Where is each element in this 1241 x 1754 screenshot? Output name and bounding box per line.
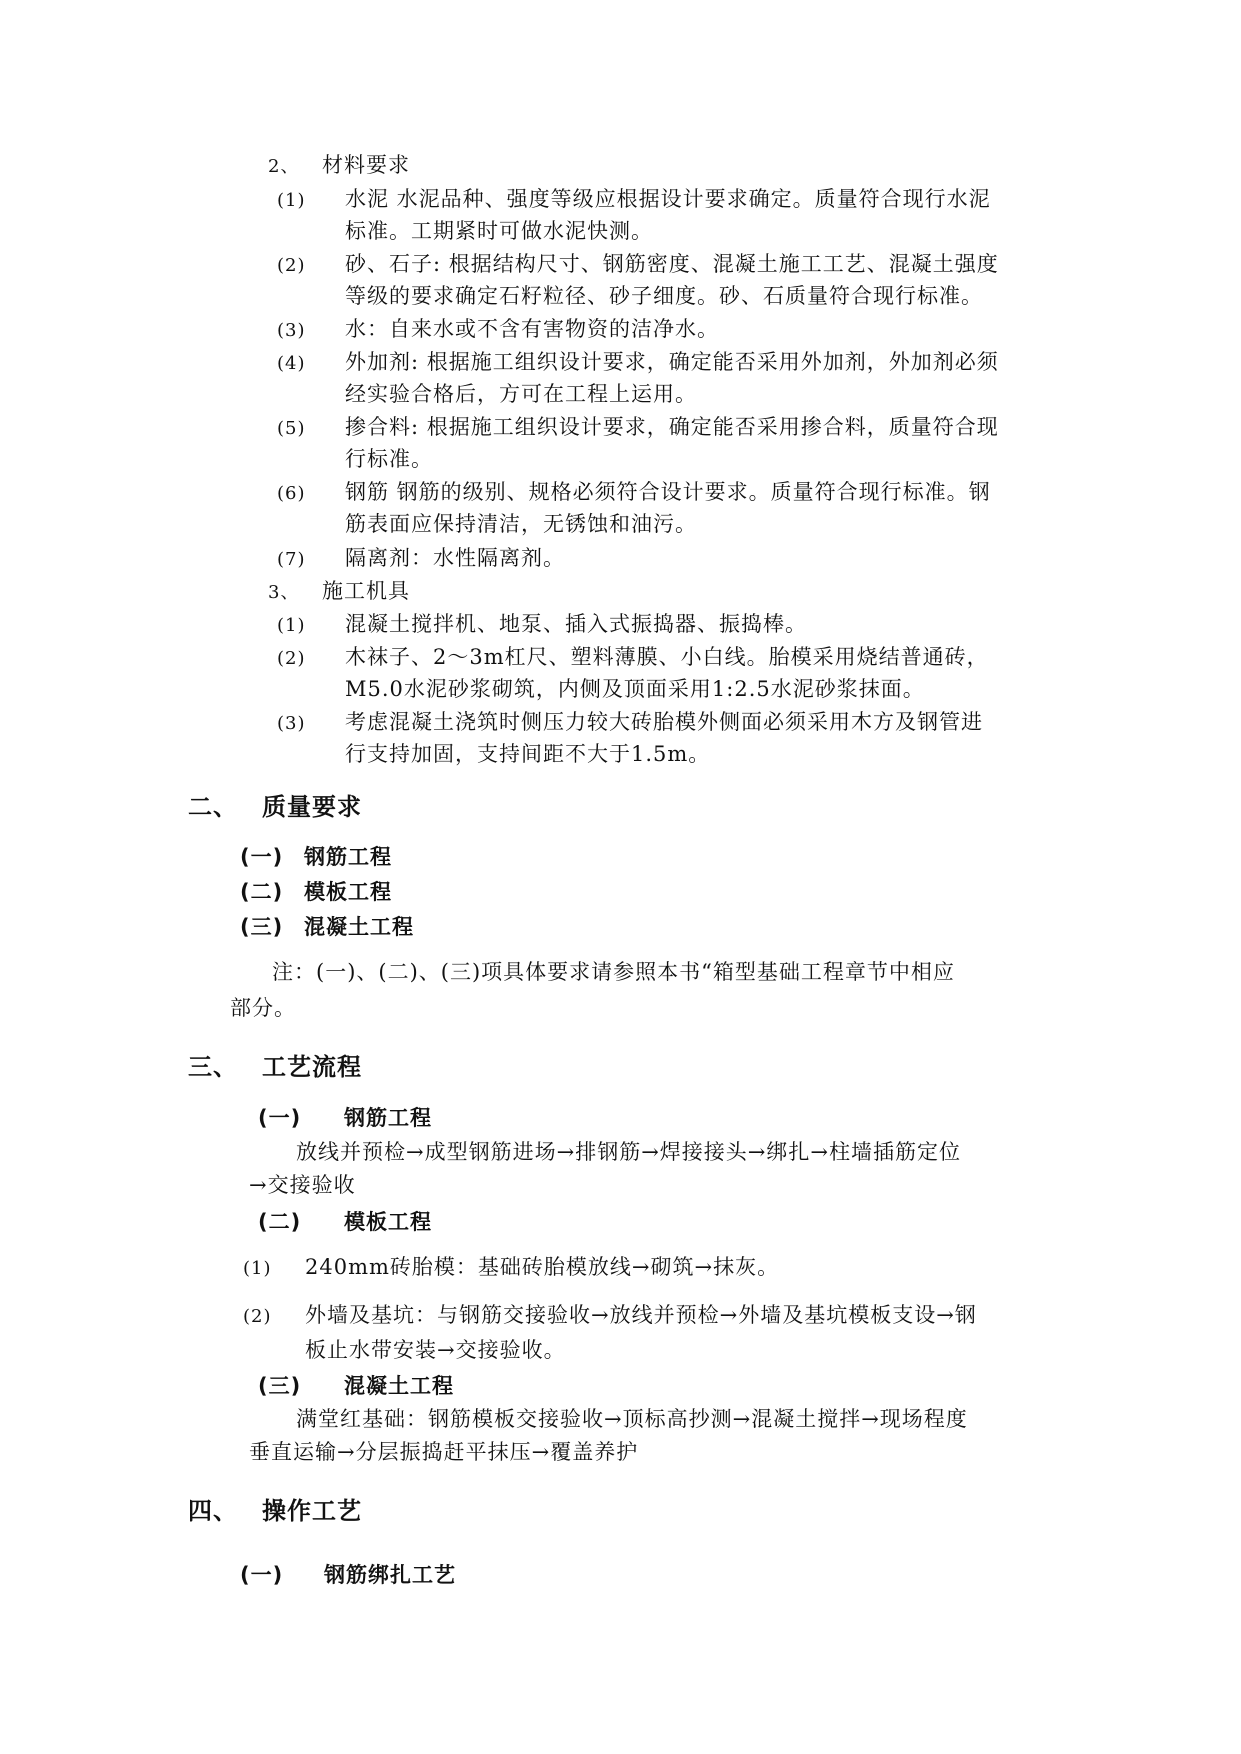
process-concrete-label: 混凝土工程 <box>344 1374 454 1398</box>
materials-item-3-num: (3) <box>277 320 306 341</box>
process-formwork-item-2-line-1: 外墙及基坑：与钢筋交接验收→放线并预检→外墙及基坑模板支设→钢 <box>305 1303 977 1327</box>
quality-note-line-2: 部分。 <box>230 996 296 1020</box>
materials-item-6-line-1: 钢筋 钢筋的级别、规格必须符合设计要求。质量符合现行标准。钢 <box>345 480 991 504</box>
process-formwork-num: (二) <box>258 1210 302 1234</box>
materials-item-5-line-1: 掺合料: 根据施工组织设计要求，确定能否采用掺合料，质量符合现 <box>345 415 999 439</box>
process-concrete-line-1: 满堂红基础：钢筋模板交接验收→顶标高抄测→混凝土搅拌→现场程度 <box>296 1407 968 1431</box>
quality-sub-2-num: (二) <box>240 880 284 904</box>
materials-item-1-num: (1) <box>277 190 306 211</box>
operation-sub-label: 钢筋绑扎工艺 <box>324 1563 456 1587</box>
materials-item-4-num: (4) <box>277 353 306 374</box>
materials-item-7-line-1: 隔离剂：水性隔离剂。 <box>345 546 565 570</box>
process-formwork-item-1-line-1: 240mm砖胎模：基础砖胎模放线→砌筑→抹灰。 <box>305 1255 780 1279</box>
tools-item-2-num: (2) <box>277 648 306 669</box>
process-rebar-label: 钢筋工程 <box>344 1106 432 1130</box>
quality-sub-2-label: 模板工程 <box>304 880 392 904</box>
materials-item-7-num: (7) <box>277 549 306 570</box>
materials-item-4-line-2: 经实验合格后，方可在工程上运用。 <box>345 382 697 406</box>
quality-sub-1-label: 钢筋工程 <box>304 845 392 869</box>
tools-item-3-line-2: 行支持加固，支持间距不大于1.5m。 <box>345 742 711 766</box>
materials-heading-label: 材料要求 <box>322 153 410 177</box>
quality-sub-3-label: 混凝土工程 <box>304 915 414 939</box>
materials-item-2-line-1: 砂、石子: 根据结构尺寸、钢筋密度、混凝土施工工艺、混凝土强度 <box>345 252 999 276</box>
materials-item-1-line-2: 标准。工期紧时可做水泥快测。 <box>345 219 653 243</box>
tools-item-2-line-2: M5.0水泥砂浆砌筑，内侧及顶面采用1:2.5水泥砂浆抹面。 <box>345 677 925 701</box>
process-formwork-item-2-num: (2) <box>243 1306 272 1327</box>
materials-item-6-line-2: 筋表面应保持清洁，无锈蚀和油污。 <box>345 512 697 536</box>
materials-item-5-num: (5) <box>277 418 306 439</box>
quality-section-num: 二、 <box>188 793 238 821</box>
materials-item-2-num: (2) <box>277 255 306 276</box>
quality-sub-3-num: (三) <box>240 915 284 939</box>
process-section-title: 工艺流程 <box>262 1053 362 1081</box>
materials-heading-num: 2、 <box>268 156 300 177</box>
process-section-num: 三、 <box>188 1053 238 1081</box>
operation-sub-num: (一) <box>240 1563 284 1587</box>
materials-item-5-line-2: 行标准。 <box>345 447 433 471</box>
process-formwork-item-1-num: (1) <box>243 1258 272 1279</box>
quality-section-title: 质量要求 <box>262 793 362 821</box>
tools-item-3-num: (3) <box>277 713 306 734</box>
process-concrete-line-2: 垂直运输→分层振捣赶平抹压→覆盖养护 <box>249 1440 639 1464</box>
tools-item-1-num: (1) <box>277 615 306 636</box>
tools-heading-num: 3、 <box>268 582 300 603</box>
tools-item-1-line-1: 混凝土搅拌机、地泵、插入式振捣器、振捣棒。 <box>345 612 807 636</box>
process-formwork-item-2-line-2: 板止水带安装→交接验收。 <box>305 1338 566 1362</box>
process-formwork-label: 模板工程 <box>344 1210 432 1234</box>
process-concrete-num: (三) <box>258 1374 302 1398</box>
tools-heading-label: 施工机具 <box>322 579 410 603</box>
quality-sub-1-num: (一) <box>240 845 284 869</box>
operation-section-num: 四、 <box>188 1497 238 1525</box>
process-rebar-num: (一) <box>258 1106 302 1130</box>
materials-item-6-num: (6) <box>277 483 306 504</box>
tools-item-2-line-1: 木袜子、2～3m杠尺、塑料薄膜、小白线。胎模采用烧结普通砖， <box>345 645 989 669</box>
materials-item-3-line-1: 水：自来水或不含有害物资的洁净水。 <box>345 317 719 341</box>
materials-item-1-line-1: 水泥 水泥品种、强度等级应根据设计要求确定。质量符合现行水泥 <box>345 187 991 211</box>
operation-section-title: 操作工艺 <box>262 1497 362 1525</box>
process-rebar-line-2: →交接验收 <box>249 1173 356 1197</box>
process-rebar-line-1: 放线并预检→成型钢筋进场→排钢筋→焊接接头→绑扎→柱墙插筋定位 <box>296 1140 961 1164</box>
quality-note-line-1: 注：(一)、(二)、(三)项具体要求请参照本书“箱型基础工程章节中相应 <box>272 960 955 984</box>
materials-item-4-line-1: 外加剂: 根据施工组织设计要求，确定能否采用外加剂，外加剂必须 <box>345 350 999 374</box>
materials-item-2-line-2: 等级的要求确定石籽粒径、砂子细度。砂、石质量符合现行标准。 <box>345 284 983 308</box>
tools-item-3-line-1: 考虑混凝土浇筑时侧压力较大砖胎模外侧面必须采用木方及钢管进 <box>345 710 983 734</box>
